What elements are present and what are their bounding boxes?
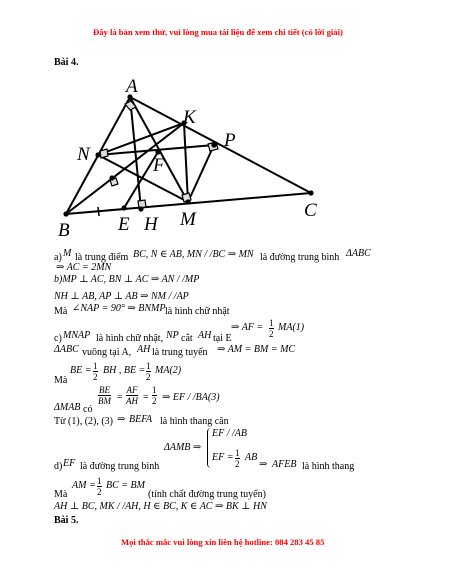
part-a-label: a) <box>54 252 62 263</box>
label-a: A <box>126 76 138 97</box>
part-c-vuong: vuông tại A, <box>82 347 132 358</box>
part-c-cat: cắt <box>181 333 193 344</box>
part-c-mnap: MNAP <box>63 330 91 341</box>
part-c-abc: ΔABC <box>54 344 79 355</box>
frac-1-2-d: 1 2 <box>152 385 157 406</box>
label-p: P <box>224 130 236 151</box>
part-c-conclusion: là hình thang cân <box>160 416 229 427</box>
part-c-co: có <box>83 404 93 415</box>
part-c-taie: tại E <box>213 333 232 344</box>
eq-sign-2: = <box>143 392 149 403</box>
part-b-line2: NH ⊥ AB, AP ⊥ AB ⇒ NM / /AP <box>54 291 189 302</box>
frac-1-2-c: 1 2 <box>146 361 151 382</box>
part-a-triangle: ΔABC <box>346 248 371 259</box>
part-a-text1: là trung điểm <box>75 252 129 263</box>
label-c: C <box>304 200 317 221</box>
part-d-bc-bm: BC = BM <box>106 480 145 491</box>
segment-mp <box>188 145 214 202</box>
part-b-conclusion: là hình chữ nhật <box>165 306 230 317</box>
part-d-ab: AB <box>245 452 258 463</box>
part-d-arrow: ⇒ <box>259 459 268 470</box>
part-c-am-eq: ⇒ AM = BM = MC <box>217 344 296 355</box>
frac-1-2-b: 1 2 <box>93 361 98 382</box>
part-d-label: d) <box>54 461 63 472</box>
part-d-hinhthang: là hình thang <box>302 461 355 472</box>
part-c-label: c) <box>54 333 62 344</box>
part-d-ef-ab: EF / /AB <box>212 428 247 439</box>
frac-1-2-a: 1 2 <box>269 318 274 339</box>
part-d-ma: Mà <box>54 489 68 500</box>
label-k: K <box>183 107 196 128</box>
part-b-line1: b)MP ⊥ AC, BN ⊥ AC ⇒ AN / /MP <box>54 274 200 285</box>
frac-af-ah: AF AH <box>126 385 138 406</box>
part-c-ah: AH <box>198 330 212 341</box>
problem-4-title: Bài 4. <box>54 57 79 68</box>
part-d-property: (tính chất đường trung tuyến) <box>148 489 266 500</box>
part-a-text2: là đường trung bình <box>260 252 340 263</box>
problem-5-title: Bài 5. <box>54 515 79 526</box>
part-b-ma: Mà <box>54 306 68 317</box>
part-c-np: NP <box>166 330 179 341</box>
hotline-footer: Mọi thắc mắc vui lòng xin liên hệ hotline: 084 283 45 85 <box>121 537 325 547</box>
eq-sign-1: = <box>117 392 123 403</box>
part-c-ma2-val: MA(2) <box>155 365 182 376</box>
preview-notice: Đây là bản xem thử, vui lòng mua tài liệu để xem chi tiết (có lời giải) <box>93 27 343 37</box>
part-c-ma2: Mà <box>54 375 68 386</box>
frac-be-bm: BE BM <box>98 385 111 406</box>
part-c-af: ⇒ AF = <box>231 322 264 333</box>
part-c-ah2: AH <box>137 344 151 355</box>
part-c-be: BE = <box>70 365 92 376</box>
part-c-ef-ba: ⇒ EF / /BA(3) <box>162 392 220 403</box>
part-c-befa: BEFA <box>129 414 153 425</box>
part-d-amb: ΔAMB ⇒ <box>164 442 202 453</box>
right-angle-n <box>100 149 108 158</box>
part-c-from: Từ (1), (2), (3) <box>54 416 114 427</box>
part-a-result: ⇒ AC = 2MN <box>56 262 112 273</box>
label-n: N <box>77 144 90 165</box>
part-a-m: M <box>63 248 72 259</box>
part-d-text: là đường trung bình <box>80 461 160 472</box>
label-b: B <box>58 220 70 241</box>
part-c-trungtuyen: là trung tuyến <box>152 347 208 358</box>
part-d-final: AH ⊥ BC, MK / /AH, H ∈ BC, K ∈ AC ⇒ BK ⊥ HN <box>54 501 267 512</box>
part-d-ef: EF <box>63 458 76 469</box>
label-h: H <box>144 214 158 235</box>
frac-1-2-f: 1 2 <box>97 476 102 497</box>
part-d-afeb: AFEB <box>272 459 297 470</box>
part-c-ma1: MA(1) <box>278 322 305 333</box>
label-e: E <box>118 214 130 235</box>
part-d-ef-eq: EF = <box>212 452 234 463</box>
part-c-arrow: ⇒ <box>117 414 126 425</box>
part-b-formula: ∠NAP = 90° ⇒ BNMP <box>72 303 166 314</box>
part-c-text1: là hình chữ nhật, <box>96 333 164 344</box>
part-c-mab: ΔMAB <box>54 402 81 413</box>
part-c-bh: BH , BE = <box>103 365 146 376</box>
part-d-am: AM = <box>72 480 96 491</box>
label-f: F <box>153 155 165 176</box>
part-a-formula1: BC, N ∈ AB, MN / /BC ⇒ MN <box>133 249 254 260</box>
label-m: M <box>180 209 196 230</box>
segment-mk <box>184 123 188 202</box>
segment-nk <box>98 123 184 155</box>
frac-1-2-e: 1 2 <box>235 448 240 469</box>
